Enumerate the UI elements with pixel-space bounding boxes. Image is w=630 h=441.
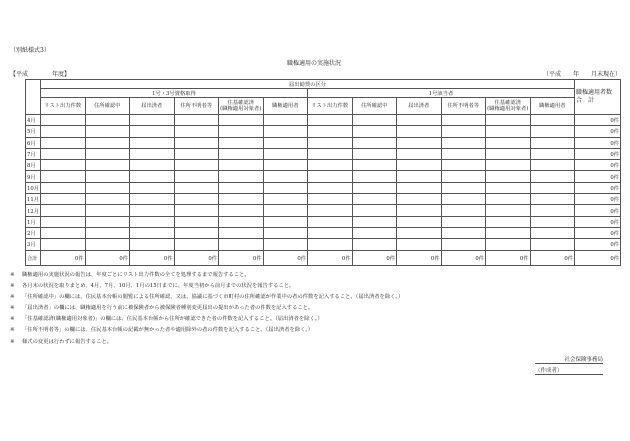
data-cell[interactable] xyxy=(219,148,264,159)
data-cell[interactable] xyxy=(174,160,219,171)
data-cell[interactable] xyxy=(263,148,308,159)
data-cell[interactable] xyxy=(219,239,264,250)
data-cell[interactable] xyxy=(85,239,130,250)
data-cell[interactable] xyxy=(441,205,486,216)
data-cell[interactable] xyxy=(530,126,575,137)
data-cell[interactable] xyxy=(130,160,175,171)
data-cell[interactable] xyxy=(486,148,531,159)
data-cell[interactable] xyxy=(263,160,308,171)
column-header: 住所確認中 xyxy=(85,98,130,115)
total-cell: 0件 xyxy=(575,182,621,193)
total-value: 0件 xyxy=(41,250,86,265)
total-value: 0件 xyxy=(441,250,486,265)
data-cell[interactable] xyxy=(441,216,486,227)
data-cell[interactable] xyxy=(530,194,575,205)
data-cell[interactable] xyxy=(85,205,130,216)
data-cell[interactable] xyxy=(174,194,219,205)
data-cell[interactable] xyxy=(41,115,86,126)
column-header: 住基確認済 (職権適用対象者) xyxy=(486,98,531,115)
data-cell[interactable] xyxy=(352,182,397,193)
data-cell[interactable] xyxy=(219,216,264,227)
data-cell[interactable] xyxy=(219,194,264,205)
total-cell: 0件 xyxy=(575,194,621,205)
data-cell[interactable] xyxy=(486,216,531,227)
month-cell: 12月 xyxy=(26,205,41,216)
table-row xyxy=(26,115,621,126)
data-cell[interactable] xyxy=(263,205,308,216)
data-cell[interactable] xyxy=(397,205,442,216)
data-cell[interactable] xyxy=(85,216,130,227)
table-row xyxy=(26,148,621,159)
column-header: 住所不明者等 xyxy=(441,98,486,115)
data-cell[interactable] xyxy=(219,126,264,137)
column-header: リスト出力件数 xyxy=(41,98,86,115)
note-item: ※ 職権適用の実施状況の報告は、年度ごとにリスト出力件数の全てを処理するまで報告すること。 xyxy=(10,270,403,281)
sub-header-1: 1号・3号資格取得 xyxy=(41,89,308,98)
data-cell[interactable] xyxy=(308,160,353,171)
total-cell: 0件 xyxy=(575,148,621,159)
data-cell[interactable] xyxy=(352,148,397,159)
data-cell[interactable] xyxy=(85,126,130,137)
month-cell: 6月 xyxy=(26,137,41,148)
month-cell: 3月 xyxy=(26,239,41,250)
data-cell[interactable] xyxy=(219,205,264,216)
data-cell[interactable] xyxy=(219,137,264,148)
data-cell[interactable] xyxy=(174,227,219,238)
column-header: リスト出力件数 xyxy=(308,98,353,115)
data-cell[interactable] xyxy=(130,148,175,159)
data-cell[interactable] xyxy=(263,137,308,148)
data-cell[interactable] xyxy=(486,171,531,182)
data-cell[interactable] xyxy=(130,182,175,193)
note-mark-icon: ※ xyxy=(10,272,15,278)
data-cell[interactable] xyxy=(263,194,308,205)
data-cell[interactable] xyxy=(486,205,531,216)
data-cell[interactable] xyxy=(219,171,264,182)
data-cell[interactable] xyxy=(352,194,397,205)
data-cell[interactable] xyxy=(308,182,353,193)
data-cell[interactable] xyxy=(397,160,442,171)
table-row xyxy=(26,126,621,137)
data-cell[interactable] xyxy=(174,182,219,193)
data-cell[interactable] xyxy=(219,227,264,238)
data-cell[interactable] xyxy=(397,137,442,148)
office-name: 社会保険事務局 xyxy=(535,355,603,364)
as-of-label: （平成 年 月末現在） xyxy=(543,71,622,78)
data-cell[interactable] xyxy=(352,216,397,227)
data-cell[interactable] xyxy=(130,137,175,148)
form-label: （別紙様式3） xyxy=(10,47,50,54)
month-cell: 9月 xyxy=(26,171,41,182)
column-header: 職権適用者 xyxy=(530,98,575,115)
data-cell[interactable] xyxy=(530,205,575,216)
author-field: （作成者） xyxy=(535,366,603,375)
data-cell[interactable] xyxy=(130,171,175,182)
month-cell: 11月 xyxy=(26,194,41,205)
data-cell[interactable] xyxy=(263,182,308,193)
data-cell[interactable] xyxy=(530,227,575,238)
data-cell[interactable] xyxy=(41,194,86,205)
column-header: 住所不明者等 xyxy=(174,98,219,115)
total-cell: 0件 xyxy=(575,239,621,250)
data-cell[interactable] xyxy=(441,239,486,250)
data-cell[interactable] xyxy=(441,182,486,193)
table-row xyxy=(26,216,621,227)
month-cell: 7月 xyxy=(26,148,41,159)
data-cell[interactable] xyxy=(530,148,575,159)
data-cell[interactable] xyxy=(486,126,531,137)
data-cell[interactable] xyxy=(352,171,397,182)
data-cell[interactable] xyxy=(397,216,442,227)
data-cell[interactable] xyxy=(486,115,531,126)
data-cell[interactable] xyxy=(41,160,86,171)
data-cell[interactable] xyxy=(263,227,308,238)
total-row xyxy=(26,250,621,265)
group-header: 届出勧奨の区分 xyxy=(41,80,575,89)
month-cell: 2月 xyxy=(26,227,41,238)
note-item: ※ 「住所不明者等」の欄には、住民基本台帳の記載が無かった者や適用除外の者の件数を記入すること。（届出済者を除く。） xyxy=(10,325,403,336)
data-cell[interactable] xyxy=(263,115,308,126)
total-cell: 0件 xyxy=(575,160,621,171)
data-cell[interactable] xyxy=(85,148,130,159)
month-cell: 1月 xyxy=(26,216,41,227)
data-cell[interactable] xyxy=(85,171,130,182)
column-header: 届出済者 xyxy=(397,98,442,115)
table-row xyxy=(26,194,621,205)
data-cell[interactable] xyxy=(530,137,575,148)
total-value: 0件 xyxy=(85,250,130,265)
month-cell: 8月 xyxy=(26,160,41,171)
data-cell[interactable] xyxy=(263,126,308,137)
data-cell[interactable] xyxy=(441,148,486,159)
data-cell[interactable] xyxy=(174,115,219,126)
note-item: ※ 「住所確認中」の欄には、住民基本台帳の閲覧による住所確認、又は、協議に基づく市町村の住所確認が作業中の者の件数を記入すること。（届出済者を除く。） xyxy=(10,292,403,303)
data-cell[interactable] xyxy=(85,160,130,171)
column-header: 職権適用者 xyxy=(263,98,308,115)
data-cell[interactable] xyxy=(308,205,353,216)
data-cell[interactable] xyxy=(263,239,308,250)
data-cell[interactable] xyxy=(486,182,531,193)
data-cell[interactable] xyxy=(41,182,86,193)
total-value: 0件 xyxy=(486,250,531,265)
data-cell[interactable] xyxy=(41,227,86,238)
data-cell[interactable] xyxy=(530,160,575,171)
blank-corner xyxy=(26,80,41,115)
note-mark-icon: ※ xyxy=(10,294,15,301)
data-cell[interactable] xyxy=(397,126,442,137)
month-cell: 4月 xyxy=(26,115,41,126)
data-cell[interactable] xyxy=(85,115,130,126)
total-value: 0件 xyxy=(219,250,264,265)
data-cell[interactable] xyxy=(41,148,86,159)
data-cell[interactable] xyxy=(441,194,486,205)
month-cell: 10月 xyxy=(26,182,41,193)
data-cell[interactable] xyxy=(530,182,575,193)
total-value: 0件 xyxy=(397,250,442,265)
data-cell[interactable] xyxy=(308,115,353,126)
table-row xyxy=(26,205,621,216)
data-cell[interactable] xyxy=(397,227,442,238)
note-mark-icon: ※ xyxy=(10,283,15,290)
data-cell[interactable] xyxy=(85,194,130,205)
data-cell[interactable] xyxy=(174,205,219,216)
data-cell[interactable] xyxy=(352,205,397,216)
total-header: 職権適用者数 合 計 xyxy=(575,80,621,115)
note-item: ※ 「住基確認済(職権適用対象者)」の欄には、住民基本台帳から住所が確認できた者の件数を記入すること。（届出済者を除く。） xyxy=(10,314,403,325)
data-cell[interactable] xyxy=(308,148,353,159)
table-row xyxy=(26,182,621,193)
notes xyxy=(10,270,403,348)
table-row xyxy=(26,239,621,250)
total-cell: 0件 xyxy=(575,126,621,137)
total-cell: 0件 xyxy=(575,115,621,126)
data-cell[interactable] xyxy=(441,160,486,171)
data-cell[interactable] xyxy=(352,239,397,250)
data-cell[interactable] xyxy=(263,216,308,227)
data-cell[interactable] xyxy=(308,216,353,227)
data-cell[interactable] xyxy=(441,126,486,137)
table-row xyxy=(26,160,621,171)
total-cell: 0件 xyxy=(575,216,621,227)
data-cell[interactable] xyxy=(441,227,486,238)
data-cell[interactable] xyxy=(174,239,219,250)
data-cell[interactable] xyxy=(41,171,86,182)
data-cell[interactable] xyxy=(397,239,442,250)
column-header: 届出済者 xyxy=(130,98,175,115)
data-cell[interactable] xyxy=(130,239,175,250)
data-cell[interactable] xyxy=(130,115,175,126)
data-cell[interactable] xyxy=(174,137,219,148)
note-item: ※ 様式の変更は行わずに報告すること。 xyxy=(10,337,403,348)
data-cell[interactable] xyxy=(441,171,486,182)
data-cell[interactable] xyxy=(397,148,442,159)
note-item: ※ 「届出済者」の欄には、職権適用を行う前に被保険者から被保険者種別変更届出の提出があった者の件数を記入すること。 xyxy=(10,303,403,314)
table-row xyxy=(26,137,621,148)
data-cell[interactable] xyxy=(308,171,353,182)
data-cell[interactable] xyxy=(352,227,397,238)
data-cell[interactable] xyxy=(174,171,219,182)
data-cell[interactable] xyxy=(397,194,442,205)
total-value: 0件 xyxy=(174,250,219,265)
data-cell[interactable] xyxy=(486,227,531,238)
note-item: ※ 各月末の状況を取りまとめ、4月、7月、10月、1月の15日までに、年度当初から前月までの状況を報告すること。 xyxy=(10,281,403,292)
year-label: 【平成 年度】 xyxy=(10,71,71,78)
total-value: 0件 xyxy=(263,250,308,265)
data-cell[interactable] xyxy=(530,115,575,126)
data-cell[interactable] xyxy=(174,126,219,137)
note-mark-icon: ※ xyxy=(10,305,15,312)
data-cell[interactable] xyxy=(41,216,86,227)
data-cell[interactable] xyxy=(441,115,486,126)
data-cell[interactable] xyxy=(308,126,353,137)
data-cell[interactable] xyxy=(530,239,575,250)
data-cell[interactable] xyxy=(530,171,575,182)
data-cell[interactable] xyxy=(486,137,531,148)
data-cell[interactable] xyxy=(486,239,531,250)
data-cell[interactable] xyxy=(130,126,175,137)
total-value: 0件 xyxy=(530,250,575,265)
column-header: 住所確認中 xyxy=(352,98,397,115)
data-cell[interactable] xyxy=(263,171,308,182)
data-cell[interactable] xyxy=(41,239,86,250)
data-cell[interactable] xyxy=(308,137,353,148)
total-label: 合計 xyxy=(26,250,41,265)
data-cell[interactable] xyxy=(397,115,442,126)
table-row xyxy=(26,227,621,238)
sub-header-2: 1号該当者 xyxy=(308,89,575,98)
table-row xyxy=(26,171,621,182)
data-cell[interactable] xyxy=(308,227,353,238)
data-cell[interactable] xyxy=(41,126,86,137)
data-cell[interactable] xyxy=(85,182,130,193)
data-cell[interactable] xyxy=(219,115,264,126)
data-cell[interactable] xyxy=(530,216,575,227)
column-header: 住基確認済 (職権適用対象者) xyxy=(219,98,264,115)
total-value: 0件 xyxy=(575,250,621,265)
data-cell[interactable] xyxy=(486,160,531,171)
total-cell: 0件 xyxy=(575,171,621,182)
data-cell[interactable] xyxy=(41,137,86,148)
month-cell: 5月 xyxy=(26,126,41,137)
data-cell[interactable] xyxy=(397,182,442,193)
total-value: 0件 xyxy=(352,250,397,265)
data-cell[interactable] xyxy=(130,205,175,216)
data-cell[interactable] xyxy=(441,137,486,148)
page-title: 職権適用の実施状況 xyxy=(287,60,342,67)
data-cell[interactable] xyxy=(219,160,264,171)
total-cell: 0件 xyxy=(575,137,621,148)
data-cell[interactable] xyxy=(85,137,130,148)
data-cell[interactable] xyxy=(308,194,353,205)
data-cell[interactable] xyxy=(352,115,397,126)
data-cell[interactable] xyxy=(130,227,175,238)
data-cell[interactable] xyxy=(130,216,175,227)
total-value: 0件 xyxy=(130,250,175,265)
data-cell[interactable] xyxy=(219,182,264,193)
data-cell[interactable] xyxy=(308,239,353,250)
data-cell[interactable] xyxy=(352,137,397,148)
data-cell[interactable] xyxy=(352,160,397,171)
note-mark-icon: ※ xyxy=(10,327,15,334)
note-mark-icon: ※ xyxy=(10,338,15,345)
data-cell[interactable] xyxy=(85,227,130,238)
status-table xyxy=(25,79,621,266)
total-value: 0件 xyxy=(308,250,353,265)
data-cell[interactable] xyxy=(486,194,531,205)
data-cell[interactable] xyxy=(352,126,397,137)
data-cell[interactable] xyxy=(174,216,219,227)
data-cell[interactable] xyxy=(41,205,86,216)
data-cell[interactable] xyxy=(397,171,442,182)
note-mark-icon: ※ xyxy=(10,316,15,323)
data-cell[interactable] xyxy=(174,148,219,159)
total-cell: 0件 xyxy=(575,227,621,238)
total-cell: 0件 xyxy=(575,205,621,216)
data-cell[interactable] xyxy=(130,194,175,205)
